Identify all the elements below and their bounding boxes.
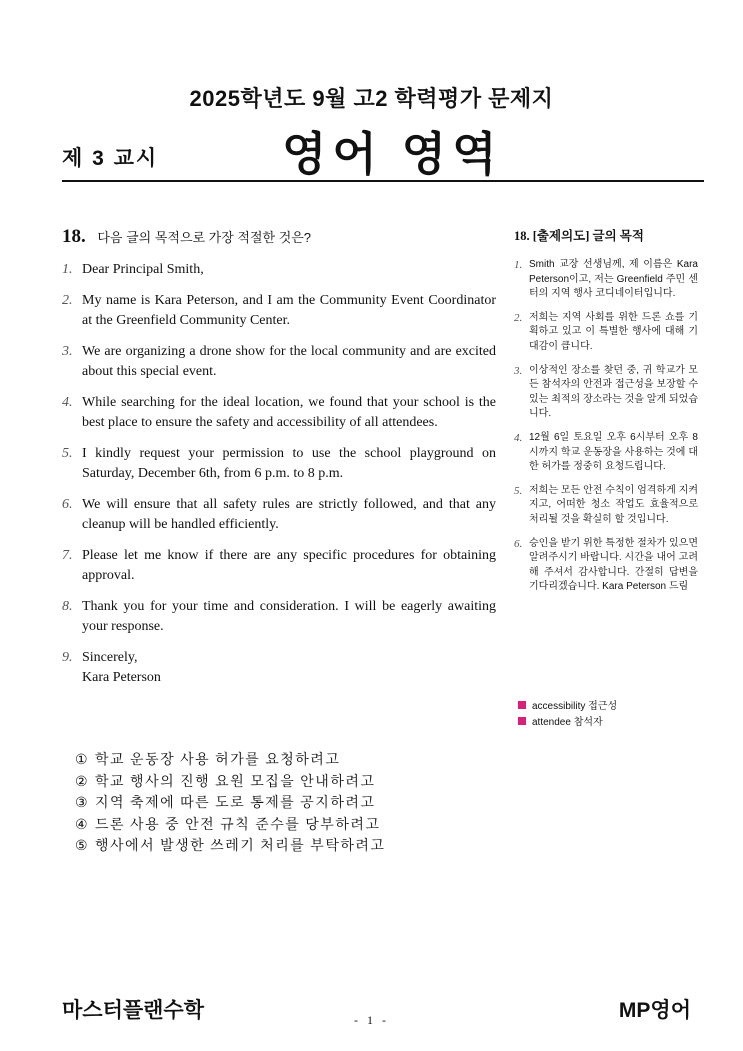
footer-brand: 마스터플랜수학 xyxy=(62,999,205,1022)
signature-name: Kara Peterson xyxy=(82,670,161,685)
choice-marker: ④ xyxy=(75,817,90,833)
choice-marker: ① xyxy=(75,753,90,768)
sentence-number: 9. xyxy=(62,649,73,665)
translation-number: 2. xyxy=(514,311,523,324)
header-divider xyxy=(62,180,704,182)
choice-text: 행사에서 발생한 쓰레기 처리를 부탁하려고 xyxy=(95,839,386,854)
sentence-number: 5. xyxy=(62,445,73,461)
translation-number: 6. xyxy=(514,537,523,550)
sentence-text: Please let me know if there are any specific procedures for obtaining approval. xyxy=(82,547,496,583)
choice-text: 지역 축제에 따른 도로 통제를 공지하려고 xyxy=(95,796,376,811)
translation-text: Smith 교장 선생님께, 제 이름은 Kara Peterson이고, 저는 Greenfield 주민 센터의 지역 행사 코디네이터입니다. xyxy=(529,259,698,300)
answer-choice[interactable] xyxy=(75,836,385,858)
sentence-number: 1. xyxy=(62,262,73,277)
choice-marker: ② xyxy=(75,774,90,790)
translation-text: 승인을 받기 위한 특정한 절차가 있으면 알려주시기 바랍니다. 시간을 내어 고려해 주셔서 감사합니다. 간절히 답변을 기다리겠습니다. Kara Peterson 드림 xyxy=(529,537,698,593)
choice-marker: ③ xyxy=(75,796,90,811)
exam-period: 제 3 교시 xyxy=(62,147,159,170)
passage-sentence xyxy=(62,495,496,536)
question-number: 18. xyxy=(62,226,86,247)
choice-text: 학교 행사의 진행 요원 모집을 안내하려고 xyxy=(95,774,376,790)
passage-sentence xyxy=(62,597,496,638)
sentence-number: 3. xyxy=(62,343,73,359)
translation-number: 4. xyxy=(514,431,523,444)
translation-item xyxy=(514,537,698,595)
translation-text: 저희는 지역 사회를 위한 드론 쇼를 기획하고 있고 이 특별한 행사에 대해 기대감이 큽니다. xyxy=(529,311,698,352)
sentence-text: I kindly request your permission to use the school playground on Saturday, December 6th, from 6 p.m. to 8 p.m. xyxy=(82,445,496,481)
translation-list xyxy=(514,258,698,604)
question-stem xyxy=(62,226,311,248)
sentence-number: 6. xyxy=(62,496,73,512)
vocabulary-text: accessibility 접근성 xyxy=(532,701,618,712)
choice-marker: ⑤ xyxy=(75,839,90,854)
closing-text: Sincerely, xyxy=(82,649,138,665)
passage-sentence xyxy=(62,546,496,587)
subject-title: 영어 영역 xyxy=(282,128,503,180)
vocabulary-list xyxy=(518,699,617,731)
passage xyxy=(62,260,496,699)
exam-title: 2025학년도 9월 고2 학력평가 문제지 xyxy=(189,86,554,111)
sentence-text: While searching for the ideal location, we found that your school is the best place to ensure the safety and accessibility of all attendees. xyxy=(82,394,496,430)
translation-text: 12월 6일 토요일 오후 6시부터 오후 8시까지 학교 운동장을 사용하는 것에 대한 허가를 정중히 요청드립니다. xyxy=(529,431,698,473)
translation-number: 3. xyxy=(514,364,523,377)
vocabulary-text: attendee 참석자 xyxy=(532,717,603,728)
sentence-text: We will ensure that all safety rules are strictly followed, and that any cleanup will be handled efficiently. xyxy=(82,496,496,532)
sentence-text: Dear Principal Smith, xyxy=(82,262,204,277)
page-number: - 1 - xyxy=(354,1013,389,1027)
translation-item xyxy=(514,364,698,422)
translation-item xyxy=(514,484,698,528)
translation-item xyxy=(514,431,698,475)
choice-text: 학교 운동장 사용 허가를 요청하려고 xyxy=(95,753,341,768)
answer-choice[interactable] xyxy=(75,750,385,772)
passage-sentence xyxy=(62,260,496,281)
passage-sentence xyxy=(62,342,496,383)
sentence-number: 4. xyxy=(62,394,73,410)
translation-item xyxy=(514,311,698,355)
question-text: 다음 글의 목적으로 가장 적절한 것은? xyxy=(97,230,312,245)
passage-sentence xyxy=(62,393,496,434)
answer-choice[interactable] xyxy=(75,793,385,815)
vocabulary-item xyxy=(518,699,617,715)
choice-text: 드론 사용 중 안전 규칙 준수를 당부하려고 xyxy=(95,817,381,833)
translation-number: 5. xyxy=(514,484,523,497)
passage-sentence xyxy=(62,291,496,332)
square-bullet-icon xyxy=(518,701,526,709)
sentence-text: My name is Kara Peterson, and I am the Community Event Coordinator at the Greenfield Community Center. xyxy=(82,292,496,328)
passage-sentence xyxy=(62,444,496,485)
sentence-number: 2. xyxy=(62,292,73,308)
answer-choices xyxy=(75,750,385,858)
answer-choice[interactable] xyxy=(75,815,385,837)
translation-number: 1. xyxy=(514,259,523,271)
vocabulary-item xyxy=(518,715,617,731)
translation-text: 이상적인 장소를 찾던 중, 귀 학교가 모든 참석자의 안전과 접근성을 보장할 수 있는 최적의 장소라는 것을 알게 되었습니다. xyxy=(529,364,698,420)
passage-closing xyxy=(62,648,496,689)
sentence-text: Thank you for your time and consideration. I will be eagerly awaiting your response. xyxy=(82,598,496,634)
sentence-number: 8. xyxy=(62,598,73,614)
sentence-text: We are organizing a drone show for the local community and are excited about this special event. xyxy=(82,343,496,379)
sentence-number: 7. xyxy=(62,547,73,563)
translation-text: 저희는 모든 안전 수칙이 엄격하게 지켜지고, 어떠한 청소 작업도 효율적으로 처리될 것을 확실히 할 것입니다. xyxy=(529,484,698,525)
square-bullet-icon xyxy=(518,717,526,725)
answer-choice[interactable] xyxy=(75,772,385,794)
footer-mp-logo: MP영어 xyxy=(618,999,691,1022)
explanation-title: 18. [출제의도] 글의 목적 xyxy=(514,229,644,243)
translation-item xyxy=(514,258,698,302)
